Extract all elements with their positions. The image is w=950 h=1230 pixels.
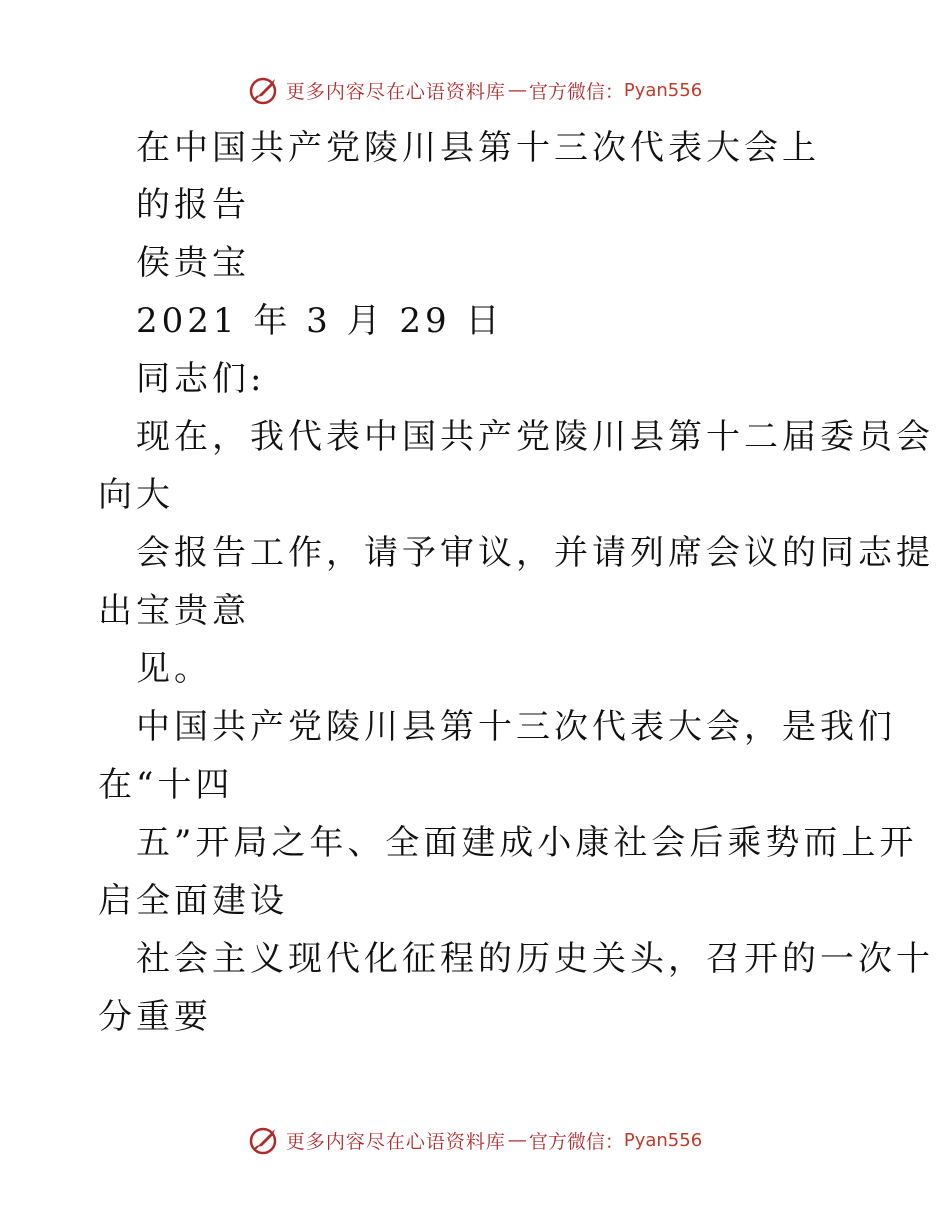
watermark-label: 官方微信： [528,80,624,103]
watermark-label: 官方微信： [528,1130,624,1153]
watermark-dash: — [507,79,527,101]
report-date: 2021 年 3 月 29 日 [136,301,504,341]
watermark-dash: — [507,1129,527,1151]
title-line-2: 的报告 [136,185,250,225]
pen-logo-icon [248,73,282,107]
paragraph-line: 五”开局之年、全面建成小康社会后乘势而上开 [136,823,918,863]
paragraph-line: 分重要 [98,997,212,1037]
paragraph-line: 向大 [98,475,174,515]
paragraph-line: 见。 [136,649,212,689]
watermark-id: Pyan556 [623,1129,703,1151]
paragraph-line: 社会主义现代化征程的历史关头，召开的一次十 [136,939,934,979]
paragraph-line: 在“十四 [98,765,234,805]
watermark-id: Pyan556 [623,79,703,101]
watermark-bottom [0,1122,950,1158]
author-name: 侯贵宝 [136,243,250,283]
paragraph-line: 启全面建设 [98,881,288,921]
paragraph-line: 现在，我代表中国共产党陵川县第十二届委员会 [136,417,934,457]
paragraph-line: 出宝贵意 [98,591,250,631]
paragraph-line: 中国共产党陵川县第十三次代表大会，是我们 [136,707,896,747]
title-line-1: 在中国共产党陵川县第十三次代表大会上 [136,128,820,168]
watermark-text: 更多内容尽在心语资料库 [285,1130,506,1153]
watermark-text: 更多内容尽在心语资料库 [285,80,506,103]
paragraph-line: 会报告工作，请予审议，并请列席会议的同志提 [136,533,934,573]
pen-logo-icon [248,1123,282,1157]
salutation: 同志们: [136,359,266,399]
watermark-top [0,72,950,108]
